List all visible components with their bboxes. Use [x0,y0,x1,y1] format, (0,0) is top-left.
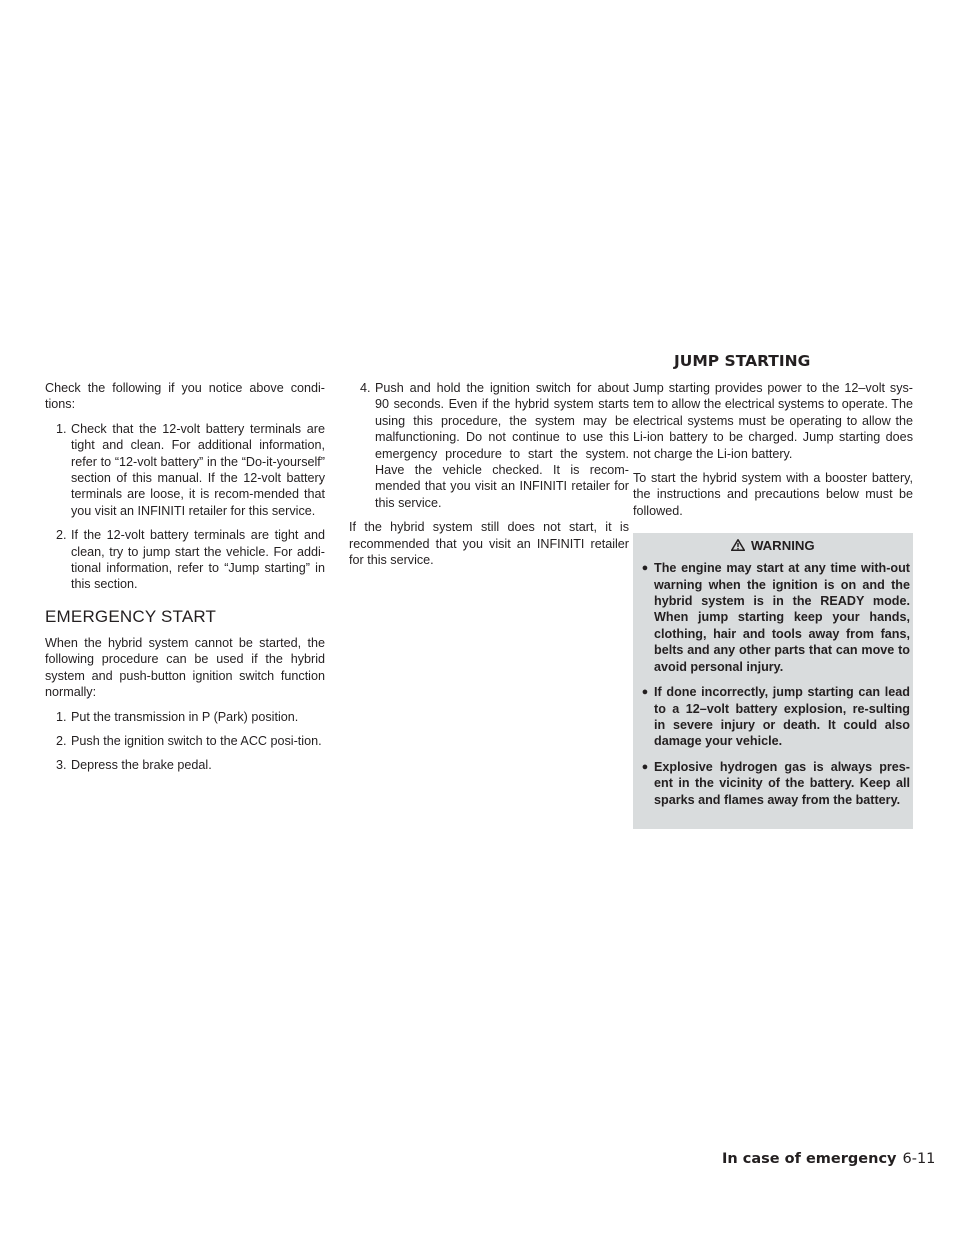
emergency-steps-list [45,709,325,774]
list-item [45,527,325,593]
warning-text: If done incorrectly, jump starting can lead to a 12–volt battery explosion, re-sulting in severe injury or death. It could also damage your vehicle. [654,685,910,749]
followup-paragraph: If the hybrid system still does not start, it is recommended that you visit an INFINITI retailer for this service. [349,520,629,568]
list-item [349,380,629,511]
list-item [636,560,910,675]
list-item [45,421,325,519]
middle-column [349,380,629,576]
bullet-icon: ● [641,686,649,699]
step-number: 4. [360,381,371,395]
warning-list [633,560,913,808]
list-item [636,684,910,750]
page-footer [722,1151,935,1167]
section-title: JUMP STARTING [674,352,811,370]
step-number: 2. [56,733,67,748]
step-number: 1. [56,421,67,436]
emergency-start-heading: EMERGENCY START [45,606,217,626]
step-text: Depress the brake pedal. [71,758,212,773]
list-item [45,709,325,725]
step-number: 2. [56,528,67,543]
step-number: 1. [56,709,67,724]
right-column [633,380,913,829]
bullet-icon: ● [641,562,649,575]
list-item [636,759,910,808]
step-text: Push and hold the ignition switch for about 90 seconds. Even if the hybrid system starts using this procedure, the system may be malfunctioning. Do not continue to use this emergency procedure to start the system. Have the vehicle checked. It is recom-mended that you visit an INFINITI retailer for this service. [375,381,629,510]
left-column [45,380,325,782]
warning-triangle-icon [731,538,749,553]
list-item [45,757,325,773]
warning-header [633,533,913,558]
step-number: 3. [56,758,67,773]
page-number: 6-11 [902,1151,936,1167]
jump-start-paragraph-2: To start the hybrid system with a booster battery, the instructions and precautions below must be followed. [633,471,913,518]
warning-text: The engine may start at any time with-out warning when the ignition is on and the hybrid system is in the READY mode. When jump starting keep your hands, clothing, hair and tools away from fans, belts and any other parts that can move to avoid personal injury. [654,561,910,674]
warning-box [633,533,913,829]
step-text: Check that the 12-volt battery terminals are tight and clean. For additional information, refer to “12-volt battery” in the “Do-it-yourself” section of this manual. If the 12-volt battery terminals are loose, it is recom-mended that you visit an INFINITI retailer for this service. [71,421,325,518]
intro-paragraph: Check the following if you notice above condi-tions: [45,381,325,412]
check-steps-list [45,421,325,593]
list-item [45,733,325,749]
step-text: If the 12-volt battery terminals are tight and clean, try to jump start the vehicle. For addi-tional information, refer to “Jump starting” in this section. [71,528,325,592]
step-text: Put the transmission in P (Park) position. [71,709,299,724]
emergency-intro-paragraph: When the hybrid system cannot be started, the following procedure can be used if the hybrid system and push-button ignition switch function normally: [45,635,325,700]
step-text: Push the ignition switch to the ACC posi-tion. [71,733,322,748]
bullet-icon: ● [641,760,649,773]
warning-text: Explosive hydrogen gas is always pres-ent in the vicinity of the battery. Keep all sparks and flames away from the battery. [654,759,910,807]
jump-start-paragraph-1: Jump starting provides power to the 12–volt sys-tem to allow the electrical systems to operate. The electrical systems must be operating to allow the Li-ion battery to be charged. Jump starting does not charge the Li-ion battery. [633,381,913,461]
warning-title: WARNING [750,538,815,554]
chapter-name: In case of emergency [722,1151,897,1167]
emergency-steps-continued-list [349,380,629,511]
